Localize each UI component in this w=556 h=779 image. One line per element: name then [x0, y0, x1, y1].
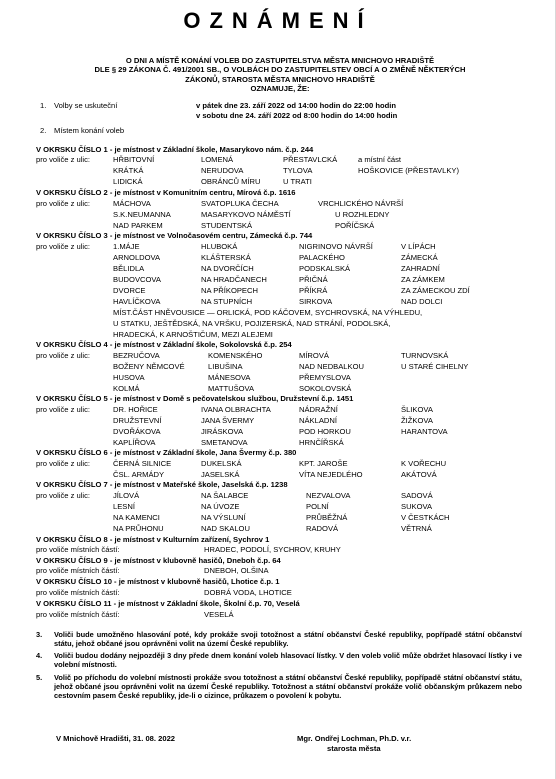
voter-label: pro voliče z ulic: — [36, 155, 91, 164]
page-title: OZNÁMENÍ — [183, 8, 373, 33]
street-name: SMETANOVA — [201, 438, 248, 447]
street-name: ČERNÁ SILNICE — [113, 459, 172, 468]
street-name: NA DVORČÍCH — [201, 264, 254, 273]
street-name: NA ÚVOZE — [201, 502, 240, 511]
parts-label: pro voliče místních částí: — [36, 566, 120, 575]
street-name: 1.MÁJE — [113, 242, 140, 251]
street-name: U ROZHLEDNY — [335, 210, 390, 219]
street-list-line: MÍST.ČÁST HNĚVOUSICE — ORLICKÁ, POD KÁČOVEM, SYCHROVSKÁ, NA VÝHLEDU, — [113, 308, 423, 317]
note-item — [36, 651, 522, 669]
street-name: KOMENSKÉHO — [208, 351, 263, 360]
voter-label: pro voliče z ulic: — [36, 459, 91, 468]
street-name: SADOVÁ — [401, 491, 433, 500]
intro-line: DLE § 29 ZÁKONA Č. 491/2001 SB., O VOLBÁCH DO ZASTUPITELSTEV OBCÍ A O ZMĚNĚ NĚKTERÝCH — [94, 65, 466, 75]
street-name: SUKOVA — [401, 502, 433, 511]
street-name: NAD DOLCI — [401, 297, 443, 306]
street-name: VRCHLICKÉHO NÁVRŠÍ — [318, 199, 404, 208]
street-name: PŘIČNÁ — [299, 275, 328, 284]
street-name: MATTUŠOVA — [208, 384, 255, 393]
street-name: NA VÝSLUNÍ — [201, 513, 246, 522]
district-header: V OKRSKU ČÍSLO 5 - je místnost v Domě s pečovatelskou službou, Družstevní č.p. 1451 — [36, 394, 354, 403]
street-name: NA ŠALABCE — [201, 491, 249, 500]
street-name: NAD PARKEM — [113, 221, 163, 230]
item-label: Místem konání voleb — [54, 126, 125, 135]
local-parts: DNEBOH, OLŠINA — [204, 566, 269, 575]
local-parts: VESELÁ — [204, 610, 234, 619]
note-number: 5. — [36, 673, 43, 682]
local-parts: HRADEC, PODOLÍ, SYCHROV, KRUHY — [204, 545, 341, 554]
street-name: PŘESTAVLCKÁ — [283, 155, 338, 164]
street-name: ARNOLDOVA — [113, 253, 161, 262]
parts-label: pro voliče místních částí: — [36, 610, 120, 619]
street-name: DVORCE — [113, 286, 146, 295]
signer-role: starosta města — [327, 744, 381, 753]
street-name: LOMENÁ — [201, 155, 234, 164]
note-item — [36, 673, 522, 701]
street-name: DRUŽSTEVNÍ — [113, 416, 162, 425]
intro-line: O DNI A MÍSTĚ KONÁNÍ VOLEB DO ZASTUPITELSTVA MĚSTA MNICHOVO HRADIŠTĚ — [125, 56, 435, 65]
street-name: NA HRADČANECH — [201, 275, 267, 284]
street-name: V LÍPÁCH — [401, 242, 436, 251]
street-name: HŘBITOVNÍ — [113, 155, 155, 164]
street-name: JIRÁSKOVA — [201, 427, 244, 436]
street-name: ČSL. ARMÁDY — [113, 470, 165, 479]
district-header: V OKRSKU ČÍSLO 11 - je místnost v Základní škole, Školní č.p. 70, Veselá — [36, 599, 300, 608]
street-name: NEZVALOVA — [306, 491, 351, 500]
street-name: JÍLOVÁ — [113, 491, 140, 500]
district-header: V OKRSKU ČÍSLO 9 - je místnost v klubovně hasičů, Dneboh č.p. 64 — [36, 556, 281, 565]
street-name: PŘÍKRÁ — [299, 286, 328, 295]
street-name: ZAHRADNÍ — [401, 264, 440, 273]
street-name: SVATOPLUKA ČECHA — [201, 199, 279, 208]
street-name: KRÁTKÁ — [113, 166, 144, 175]
street-name: TYLOVA — [283, 166, 313, 175]
street-name: NAD NEDBALKOU — [299, 362, 364, 371]
street-name: K VOŘECHU — [401, 459, 447, 468]
street-name: ŠLIKOVA — [401, 405, 433, 414]
district-header: V OKRSKU ČÍSLO 3 - je místnost ve Volnočasovém centru, Zámecká č.p. 744 — [36, 231, 313, 240]
street-name: ŽIŽKOVA — [401, 416, 433, 425]
street-name: HRNČÍŘSKÁ — [299, 438, 344, 447]
street-name: U STARÉ CIHELNY — [401, 362, 469, 371]
street-name: SIRKOVA — [299, 297, 333, 306]
street-name: KLÁŠTERSKÁ — [201, 253, 251, 262]
street-name: HOŠKOVICE (PŘESTAVLKY) — [358, 166, 459, 175]
street-name: ZA ZÁMECKOU ZDÍ — [401, 286, 470, 295]
street-name: BUDOVCOVA — [113, 275, 161, 284]
district-header: V OKRSKU ČÍSLO 6 - je místnost v Základní škole, Jana Švermy č.p. 380 — [36, 448, 297, 457]
street-name: NA KAMENCI — [113, 513, 160, 522]
street-name: LIDICKÁ — [113, 177, 143, 186]
street-name: IVANA OLBRACHTA — [201, 405, 271, 414]
district-header: V OKRSKU ČÍSLO 7 - je místnost v Mateřské škole, Jaselská č.p. 1238 — [36, 480, 288, 489]
street-name: NA PRŮHONU — [113, 524, 164, 533]
street-name: KAPLÍŘOVA — [113, 438, 156, 447]
street-name: S.K.NEUMANNA — [113, 210, 171, 219]
item-number: 1. — [40, 101, 47, 110]
note-text: Volič po příchodu do volební místnosti prokáže svou totožnost a státní občanství České republiky, popřípadě státní občanství státu, jehož občané jsou oprávněni volit na území České republiky. Totožnost a státní občanství prokáže volič občanským průkazem nebo cestovním pasem České republiky, jde-li o cizince, průkazem o povolení k pobytu. — [54, 673, 522, 701]
signer-name: Mgr. Ondřej Lochman, Ph.D. v.r. — [297, 734, 412, 743]
street-name: MASARYKOVO NÁMĚSTÍ — [201, 210, 291, 219]
street-name: PALACKÉHO — [299, 253, 345, 262]
street-name: NÁDRAŽNÍ — [299, 405, 338, 414]
street-name: V ČESTKÁCH — [401, 513, 450, 522]
street-name: PODSKALSKÁ — [299, 264, 351, 273]
street-name: NAD SKALOU — [201, 524, 250, 533]
election-date-1: v pátek dne 23. září 2022 od 14:00 hodin do 22:00 hodin — [196, 101, 397, 110]
parts-label: pro voliče místních částí: — [36, 588, 120, 597]
street-name: AKÁTOVÁ — [401, 470, 437, 479]
intro-line: OZNAMUJE, ŽE: — [250, 84, 310, 94]
street-name: JASELSKÁ — [201, 470, 240, 479]
street-name: NA STUPNÍCH — [201, 297, 253, 306]
district-header: V OKRSKU ČÍSLO 2 - je místnost v Komunitním centru, Mírová č.p. 1616 — [36, 188, 296, 197]
note-number: 4. — [36, 651, 43, 660]
note-number: 3. — [36, 630, 43, 639]
item-number: 2. — [40, 126, 47, 135]
street-name: POŘÍČSKÁ — [335, 221, 375, 230]
voter-label: pro voliče z ulic: — [36, 242, 91, 251]
street-name: KOLMÁ — [113, 384, 140, 393]
street-list-line: HRADECKÁ, K ARNOŠTIČUM, MEZI ALEJEMI — [113, 330, 273, 339]
street-name: HAVLÍČKOVA — [113, 297, 161, 306]
note-item — [36, 630, 522, 648]
street-name: KPT. JAROŠE — [299, 459, 348, 468]
street-name: POLNÍ — [306, 502, 329, 511]
street-name: TURNOVSKÁ — [401, 351, 449, 360]
voter-label: pro voliče z ulic: — [36, 351, 91, 360]
street-name: VÍTA NEJEDLÉHO — [299, 470, 363, 479]
intro-block — [60, 56, 500, 94]
street-name: LESNÍ — [113, 502, 135, 511]
street-name: DR. HOŘICE — [113, 405, 158, 414]
district-header: V OKRSKU ČÍSLO 10 - je místnost v klubovně hasičů, Lhotice č.p. 1 — [36, 577, 280, 586]
note-text: Voliči budou dodány nejpozději 3 dny přede dnem konání voleb hlasovací lístky. V den voleb volič může obdržet hlasovací lístky i ve volební místnosti. — [54, 651, 522, 670]
street-name: DUKELSKÁ — [201, 459, 242, 468]
parts-label: pro voliče místních částí: — [36, 545, 120, 554]
street-name: LIBUŠINA — [208, 362, 243, 371]
street-name: NA PŘÍKOPECH — [201, 286, 258, 295]
street-name: PŘEMYSLOVA — [299, 373, 351, 382]
street-name: HLUBOKÁ — [201, 242, 238, 251]
voter-label: pro voliče z ulic: — [36, 491, 91, 500]
street-name: PRŮBĚŽNÁ — [306, 513, 348, 522]
street-name: ZA ZÁMKEM — [401, 275, 445, 284]
street-name: RADOVÁ — [306, 524, 339, 533]
street-list-line: U STATKU, JEŠTĚDSKÁ, NA VRŠKU, POJIZERSKÁ, NAD STRÁNÍ, PODOLSKÁ, — [113, 319, 391, 328]
district-header: V OKRSKU ČÍSLO 4 - je místnost v Základní škole, Sokolovská č.p. 254 — [36, 340, 292, 349]
district-header: V OKRSKU ČÍSLO 1 - je místnost v Základní škole, Masarykovo nám. č.p. 244 — [36, 145, 314, 154]
district-header: V OKRSKU ČÍSLO 8 - je místnost v Kulturním zařízení, Sychrov 1 — [36, 535, 270, 544]
local-parts: DOBRÁ VODA, LHOTICE — [204, 588, 292, 597]
street-name: VĚTRNÁ — [401, 524, 432, 533]
election-date-2: v sobotu dne 24. září 2022 od 8:00 hodin do 14:00 hodin — [196, 111, 398, 120]
street-name: MÍROVÁ — [299, 351, 329, 360]
street-name: BĚLIDLA — [113, 264, 145, 273]
street-name: MÁCHOVA — [113, 199, 151, 208]
item-label: Volby se uskuteční — [54, 101, 118, 110]
street-name: BOŽENY NĚMCOVÉ — [113, 362, 185, 371]
street-name: NIGRINOVO NÁVRŠÍ — [299, 242, 373, 251]
street-name: BEZRUČOVA — [113, 351, 160, 360]
street-name: SOKOLOVSKÁ — [299, 384, 352, 393]
street-name: JANA ŠVERMY — [201, 416, 255, 425]
street-name: POD HORKOU — [299, 427, 351, 436]
street-name: MÁNESOVA — [208, 373, 251, 382]
street-name: NERUDOVA — [201, 166, 244, 175]
street-name: HUSOVA — [113, 373, 145, 382]
street-name: ZÁMECKÁ — [401, 253, 438, 262]
note-text: Voliči bude umožněno hlasování poté, kdy prokáže svoji totožnost a státní občanství České republiky, popřípadě státní občanství státu, jehož občané jsou oprávněni volit na území České republiky. — [54, 630, 522, 649]
street-name: DVOŘÁKOVA — [113, 427, 161, 436]
street-name: HARANTOVA — [401, 427, 448, 436]
street-name: STUDENTSKÁ — [201, 221, 253, 230]
street-name: U TRATI — [283, 177, 312, 186]
street-name: NÁKLADNÍ — [299, 416, 337, 425]
street-name: OBRÁNCŮ MÍRU — [201, 177, 261, 186]
intro-line: ZÁKONŮ, STAROSTA MĚSTA MNICHOVO HRADIŠTĚ — [185, 74, 375, 84]
voter-label: pro voliče z ulic: — [36, 405, 91, 414]
place-date: V Mnichově Hradišti, 31. 08. 2022 — [56, 734, 176, 743]
street-name: a místní část — [358, 155, 402, 164]
voter-label: pro voliče z ulic: — [36, 199, 91, 208]
